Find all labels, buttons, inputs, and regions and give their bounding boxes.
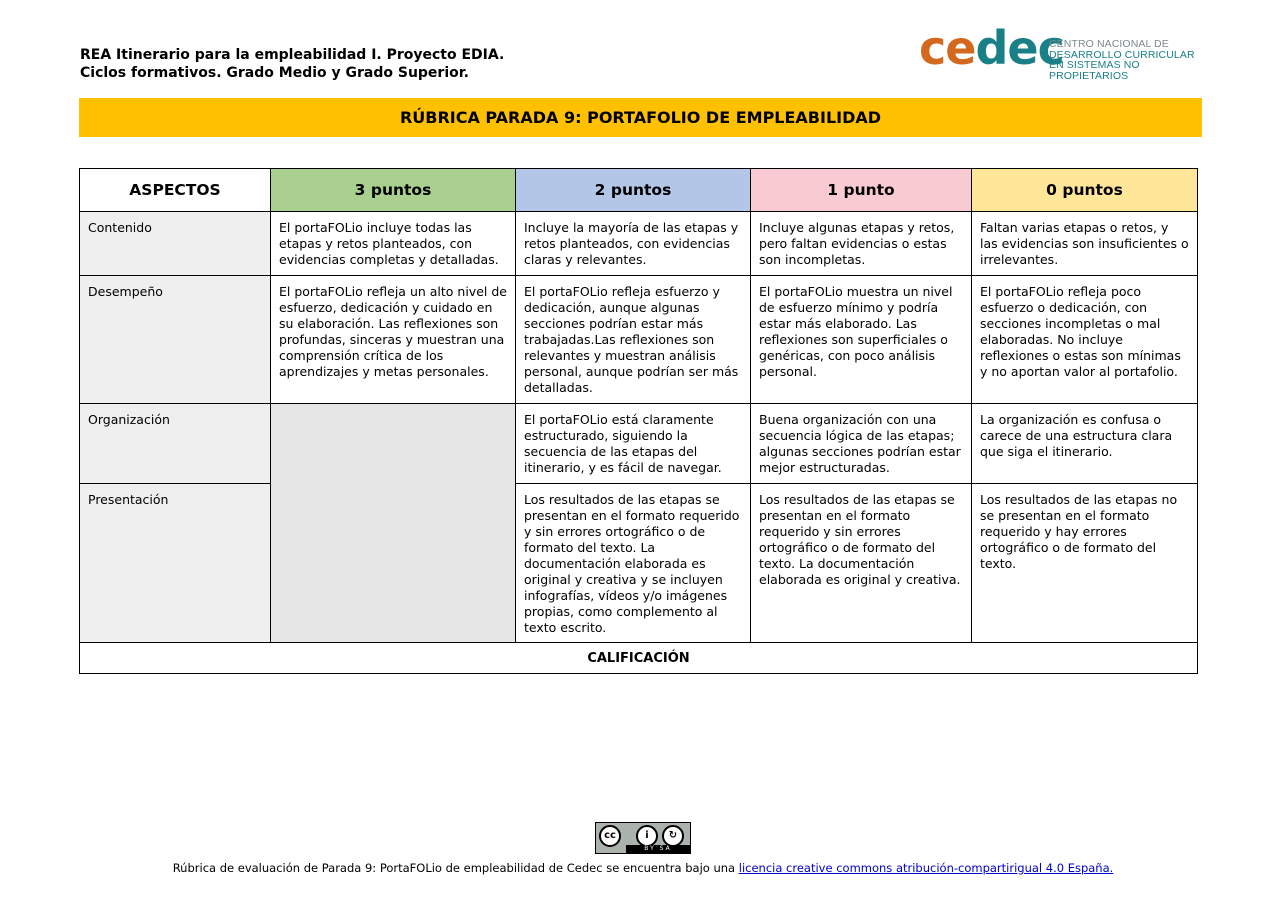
cell-1-punto: Los resultados de las etapas se presentan en el formato requerido y sin errores ortográfico o de formato del texto. La documentación elaborada es original y creativa. [751, 484, 972, 643]
cell-3-puntos: El portaFOLio incluye todas las etapas y retos planteados, con evidencias completas y detalladas. [271, 212, 516, 276]
header-line-2: Ciclos formativos. Grado Medio y Grado Superior. [80, 65, 469, 81]
cell-1-punto: Incluye algunas etapas y retos, pero faltan evidencias o estas son incompletas. [751, 212, 972, 276]
header-3-puntos: 3 puntos [271, 169, 516, 212]
aspect-contenido: Contenido [80, 212, 271, 276]
aspect-presentacion: Presentación [80, 484, 271, 643]
cell-2-puntos: El portaFOLio refleja esfuerzo y dedicación, aunque algunas secciones podrían estar más trabajadas.Las reflexiones son relevantes y muestran análisis personal, aunque podrían ser más detalladas. [516, 276, 751, 404]
aspect-organizacion: Organización [80, 404, 271, 484]
table-row [80, 212, 1198, 276]
table-row [80, 276, 1198, 404]
footer [0, 822, 1286, 876]
license-statement: Rúbrica de evaluación de Parada 9: PortaFOLio de empleabilidad de Cedec se encuentra bajo una [172, 861, 739, 875]
logo-subtitle: CENTRO NACIONAL DE DESARROLLO CURRICULAR EN SISTEMAS NO PROPIETARIOS [1049, 38, 1195, 82]
cell-2-puntos: El portaFOLio está claramente estructurado, siguiendo la secuencia de las etapas del itinerario, y es fácil de navegar. [516, 404, 751, 484]
header-0-puntos: 0 puntos [972, 169, 1198, 212]
cell-1-punto: Buena organización con una secuencia lógica de las etapas; algunas secciones podrían estar mejor estructuradas. [751, 404, 972, 484]
header-2-puntos: 2 puntos [516, 169, 751, 212]
table-row [80, 484, 1198, 643]
cc-strip-label: BY SA [626, 845, 690, 853]
document-header [80, 46, 504, 82]
cell-0-puntos: Los resultados de las etapas no se presentan en el formato requerido y hay errores ortográfico o de formato del texto. [972, 484, 1198, 643]
license-link[interactable]: licencia creative commons atribución-compartirigual 4.0 España. [738, 861, 1114, 875]
cc-license-badge [595, 822, 691, 854]
logo-wordmark: cedec [919, 21, 1064, 75]
cell-1-punto: El portaFOLio muestra un nivel de esfuerzo mínimo y podría estar más elaborado. Las reflexiones son superficiales o genéricas, con poco análisis personal. [751, 276, 972, 404]
sa-icon: ↻ [662, 825, 684, 847]
header-aspectos: ASPECTOS [80, 169, 271, 212]
calificacion-cell: CALIFICACIÓN [80, 643, 1198, 674]
table-row [80, 404, 1198, 484]
header-1-punto: 1 punto [751, 169, 972, 212]
license-text [0, 860, 1286, 876]
cedec-logo [919, 21, 1199, 82]
header-row [80, 169, 1198, 212]
empty-cell-3-puntos [271, 404, 516, 643]
cell-0-puntos: El portaFOLio refleja poco esfuerzo o dedicación, con secciones incompletas o mal elaboradas. No incluye reflexiones o estas son mínimas y no aportan valor al portafolio. [972, 276, 1198, 404]
cc-icon: cc [599, 825, 621, 847]
cell-0-puntos: Faltan varias etapas o retos, y las evidencias son insuficientes o irrelevantes. [972, 212, 1198, 276]
header-line-1: REA Itinerario para la empleabilidad I. Proyecto EDIA. [80, 47, 505, 63]
rubric-table [79, 168, 1198, 674]
aspect-desempeno: Desempeño [80, 276, 271, 404]
cell-2-puntos: Los resultados de las etapas se presentan en el formato requerido y sin errores ortográfico o de formato del texto. La documentación elaborada es original y creativa y se incluyen infografías, vídeos y/o imágenes propias, como complemento al texto escrito. [516, 484, 751, 643]
by-icon: i [636, 825, 658, 847]
calificacion-row [80, 643, 1198, 674]
rubric-title: RÚBRICA PARADA 9: PORTAFOLIO DE EMPLEABILIDAD [79, 98, 1202, 137]
cell-3-puntos: El portaFOLio refleja un alto nivel de esfuerzo, dedicación y cuidado en su elaboración. Las reflexiones son profundas, sinceras y muestran una comprensión crítica de los aprendizajes y metas personales. [271, 276, 516, 404]
cell-2-puntos: Incluye la mayoría de las etapas y retos planteados, con evidencias claras y relevantes. [516, 212, 751, 276]
cell-0-puntos: La organización es confusa o carece de una estructura clara que siga el itinerario. [972, 404, 1198, 484]
